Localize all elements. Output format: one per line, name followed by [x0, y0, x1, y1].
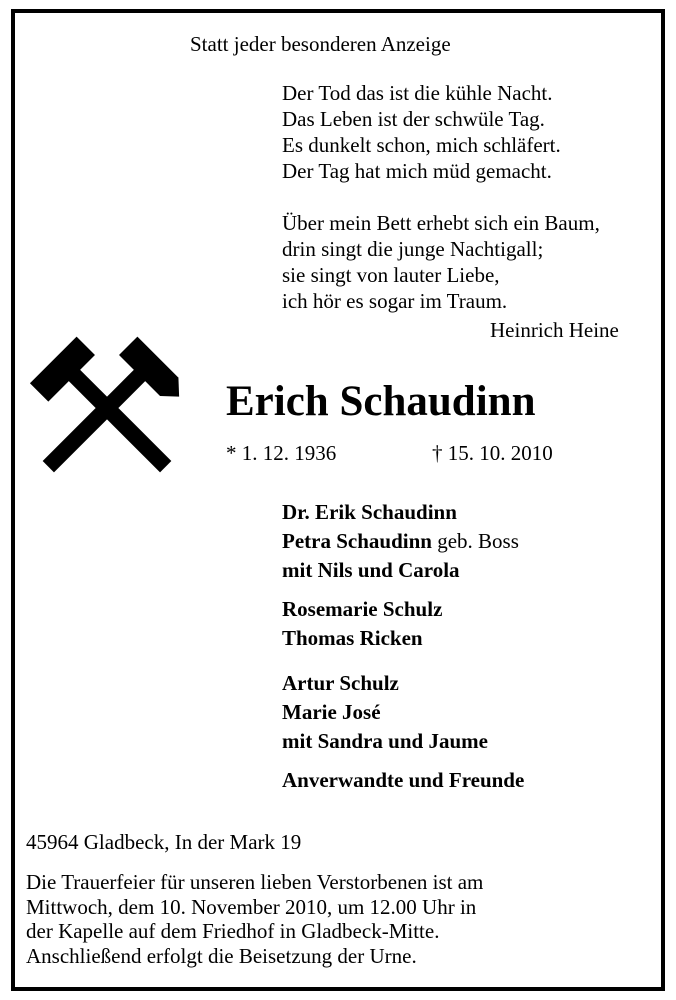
- funeral-notice: [26, 870, 483, 968]
- crossed-hammers-icon: [26, 328, 188, 488]
- poem-author: Heinrich Heine: [490, 318, 619, 342]
- mourner-name: Thomas Ricken: [282, 626, 423, 650]
- mourner-name: Anverwandte und Freunde: [282, 768, 525, 792]
- headline: Statt jeder besonderen Anzeige: [190, 32, 451, 56]
- notice-line: Anschließend erfolgt die Beisetzung der Urne.: [26, 943, 417, 968]
- birth-date: * 1. 12. 1936: [226, 441, 337, 465]
- notice-line: Mittwoch, dem 10. November 2010, um 12.00 Uhr in: [26, 894, 477, 919]
- mourner-name: mit Nils und Carola: [282, 558, 460, 582]
- poem-line: Das Leben ist der schwüle Tag.: [282, 107, 545, 131]
- poem-line: Der Tag hat mich müd gemacht.: [282, 159, 552, 183]
- mourner-line: [282, 527, 524, 556]
- poem-line: ich hör es sogar im Traum.: [282, 289, 508, 313]
- poem: [282, 80, 600, 314]
- poem-line: Der Tod das ist die kühle Nacht.: [282, 81, 553, 105]
- deceased-name: Erich Schaudinn: [226, 378, 536, 425]
- mourner-name: Rosemarie Schulz: [282, 597, 443, 621]
- poem-line: Es dunkelt schon, mich schläfert.: [282, 133, 561, 157]
- maiden-name-note: geb. Boss: [437, 529, 519, 553]
- mourners-list: [282, 498, 524, 805]
- mourner-group: [282, 766, 524, 795]
- mourner-name: Dr. Erik Schaudinn: [282, 500, 457, 524]
- mourner-group: [282, 595, 524, 653]
- mourner-group: [282, 498, 524, 585]
- mourner-name: Artur Schulz: [282, 671, 399, 695]
- poem-line: sie singt von lauter Liebe,: [282, 263, 500, 287]
- poem-line: drin singt die junge Nachtigall;: [282, 237, 544, 261]
- death-date: † 15. 10. 2010: [432, 441, 553, 465]
- mourner-name: Petra Schaudinn: [282, 529, 432, 553]
- mourner-group: [282, 669, 524, 756]
- mourner-name: Marie José: [282, 700, 381, 724]
- mourner-name: mit Sandra und Jaume: [282, 729, 488, 753]
- notice-line: der Kapelle auf dem Friedhof in Gladbeck-Mitte.: [26, 919, 440, 943]
- poem-line: Über mein Bett erhebt sich ein Baum,: [282, 211, 600, 235]
- notice-line: Die Trauerfeier für unseren lieben Verstorbenen ist am: [26, 870, 484, 894]
- address: 45964 Gladbeck, In der Mark 19: [26, 830, 302, 854]
